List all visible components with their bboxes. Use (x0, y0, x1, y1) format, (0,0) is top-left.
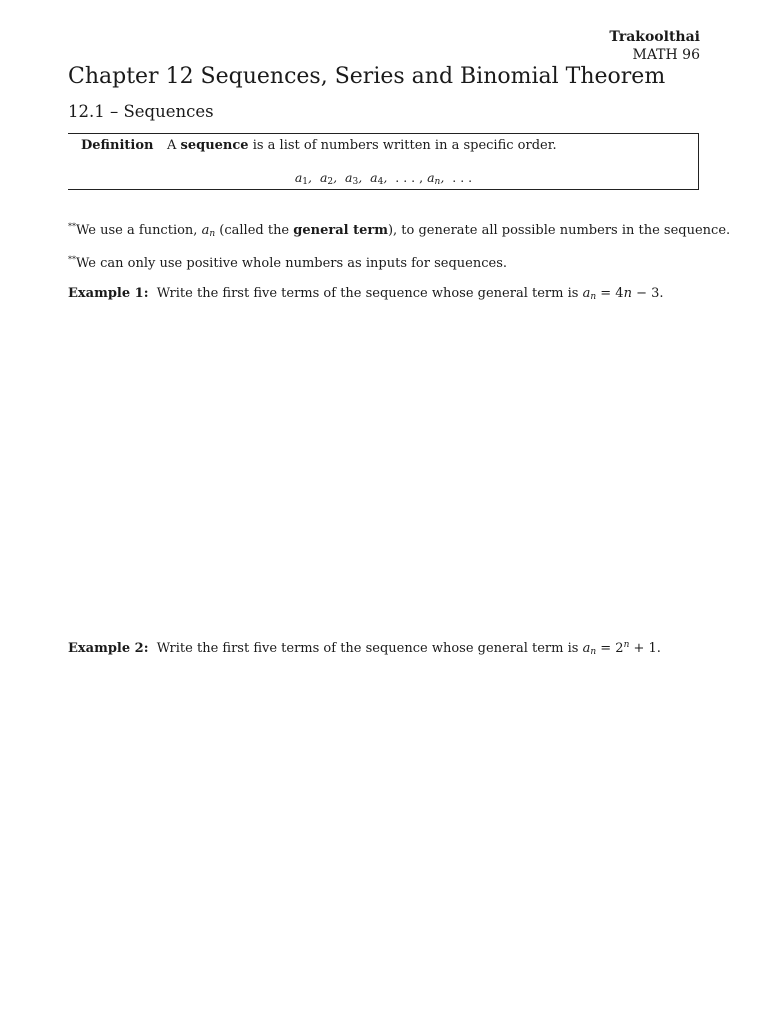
note-text-before: We use a function, (76, 223, 202, 238)
definition-label: Definition (81, 138, 154, 153)
example-2-text: Write the first five terms of the sequence whose general term is (156, 641, 583, 656)
note-positive-inputs (68, 251, 507, 272)
example-1: Example 1: Write the first five terms of the sequence whose general term is $a_n = 4n - 3$. (68, 286, 664, 302)
note-text-after: ), to generate all possible numbers in the sequence. (387, 223, 731, 238)
section-title: 12.1 – Sequences (68, 102, 214, 121)
chapter-title: Chapter 12 Sequences, Series and Binomial Theorem (68, 64, 666, 89)
definition-text (167, 138, 557, 153)
author-name: Trakoolthai (609, 29, 700, 45)
definition-term: sequence (180, 138, 249, 153)
example-1-text: Write the first five terms of the sequence whose general term is (156, 286, 583, 301)
note-math: $a_n$ (201, 223, 216, 239)
note-text-middle: (called the (215, 223, 294, 238)
example-2-formula: $a_n$ (582, 641, 597, 657)
definition-sequence: $a_1$, $a_2$, $a_3$, $a_4$, . . . , $a_n$, . . . (294, 170, 473, 187)
example-1-formula: $a_n$ (582, 286, 597, 302)
example-2-label: Example 2: (68, 641, 149, 656)
definition-box (68, 133, 699, 190)
note-bold-term: general term (293, 223, 388, 238)
note-general-term (68, 218, 730, 243)
note-marker: ** (68, 255, 76, 264)
example-1-label: Example 1: (68, 286, 149, 301)
note-marker: ** (68, 222, 76, 231)
example-2: Example 2: Write the first five terms of the sequence whose general term is $a_n = 2^n + 1$. (68, 640, 661, 657)
course-code: MATH 96 (632, 47, 700, 63)
definition-text-after: is a list of numbers written in a specific order. (248, 138, 557, 153)
definition-text-before: A (167, 138, 181, 153)
note-text: We can only use positive whole numbers as inputs for sequences. (76, 256, 508, 271)
